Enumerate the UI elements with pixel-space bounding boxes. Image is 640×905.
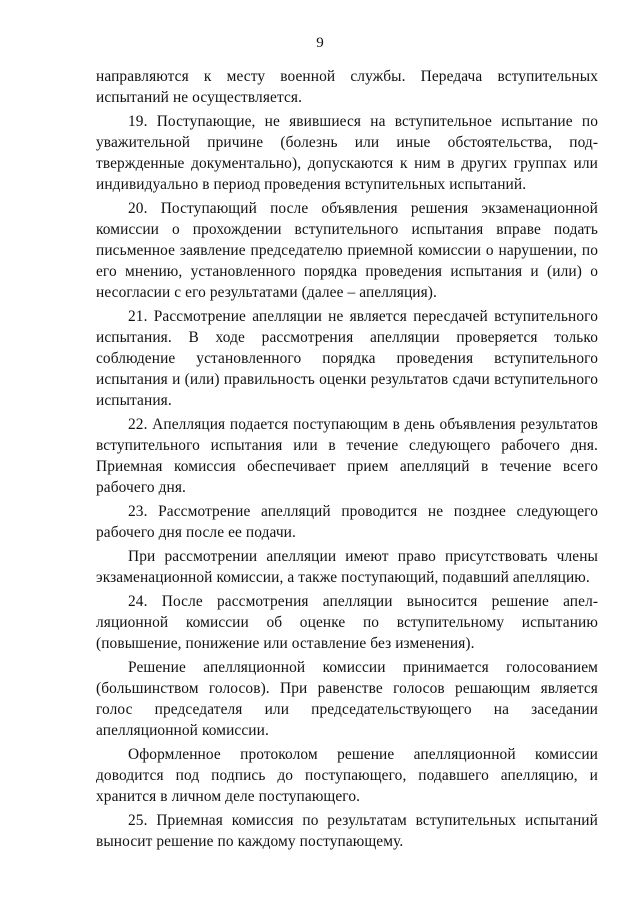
paragraph-22: 22. Апелляция подается поступающим в день объявления результатов вступительного испытания или в течение следующего рабочего дня. Приемная комиссия обеспечивает прием апелляций в течение всего рабочего дня. — [96, 416, 598, 496]
paragraph-19: 19. Поступающие, не явившиеся на вступительное испытание по уважительной причине (болезнь или иные обстоятельства, подтвержденные документально), допускаются к ним в других группах или индивидуально в период проведения вступительных испытаний. — [96, 113, 598, 193]
paragraph-24: 24. После рассмотрения апелляции выносится решение апелляционной комиссии об оценке по вступительному испытанию (повышение, понижение или оставление без изменения). — [96, 593, 598, 652]
paragraph-21: 21. Рассмотрение апелляции не является пересдачей вступительного испытания. В ходе рассмотрения апелляции проверяется только соблюдение установленного порядка проведения вступительного испытания и (или) правильность оценки результатов сдачи вступительного испытания. — [96, 308, 598, 409]
paragraph-24-voting: Решение апелляционной комиссии принимается голосованием (большинством голосов). При равенстве голосов решающим является голос председателя или председательствующего на заседании апелляционной комиссии. — [96, 659, 598, 739]
paragraph-continuation: направляются к месту военной службы. Передача вступительных испытаний не осуществляется. — [96, 68, 598, 106]
paragraph-24-protocol: Оформленное протоколом решение апелляционной комиссии доводится под подпись до поступающего, подавшего апелляцию, и хранится в личном деле поступающего. — [96, 746, 598, 805]
paragraph-25: 25. Приемная комиссия по результатам вступительных испытаний выносит решение по каждому поступающему. — [96, 812, 598, 850]
page-number: 9 — [316, 35, 324, 51]
paragraph-20: 20. Поступающий после объявления решения экзаменационной комиссии о прохождении вступительного испытания вправе подать письменное заявление председателю приемной комиссии о нарушении, по его мнению, установленного порядка проведения испытания и (или) о несогласии с его результатами (далее – апелляция). — [96, 200, 598, 301]
document-body — [96, 66, 598, 855]
paragraph-23: 23. Рассмотрение апелляций проводится не позднее следующего рабочего дня после ее подачи. — [96, 503, 598, 541]
paragraph-23-attendance: При рассмотрении апелляции имеют право присутствовать члены экзаменационной комиссии, а также поступающий, подавший апелляцию. — [96, 548, 598, 586]
